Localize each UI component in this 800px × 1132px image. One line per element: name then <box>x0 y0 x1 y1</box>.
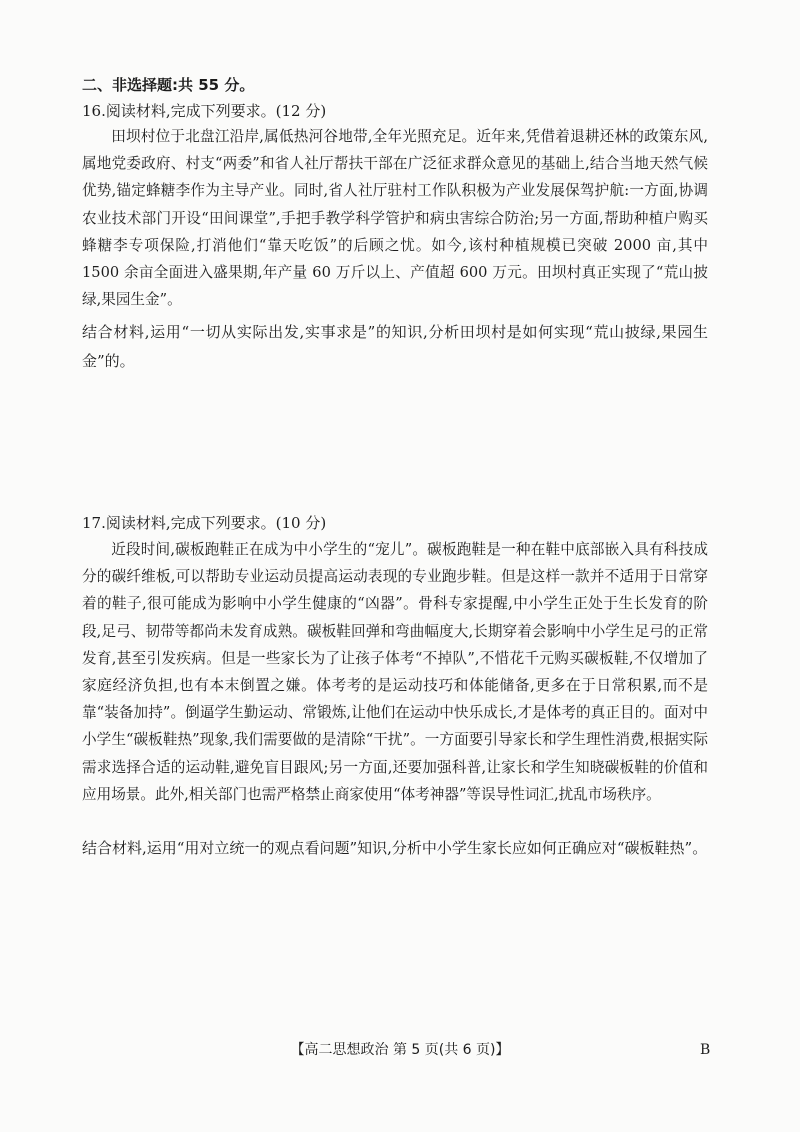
section-title: 二、非选择题:共 55 分。 <box>82 76 255 94</box>
question-17-instruction: 结合材料,运用“用对立统一的观点看问题”知识,分析中小学生家长应如何正确应对“碳板鞋热”。 <box>82 839 708 857</box>
question-16-material: 田坝村位于北盘江沿岸,属低热河谷地带,全年光照充足。近年来,凭借着退耕还林的政策东风,属地党委政府、村支“两委”和省人社厅帮扶干部在广泛征求群众意见的基础上,结合当地天然气候优势,锚定蜂糖李作为主导产业。同时,省人社厅驻村工作队积极为产业发展保驾护航:一方面,协调农业技术部门开设“田间课堂”,手把手教学科学管护和病虫害综合防治;另一方面,帮助种植户购买蜂糖李专项保险,打消他们“靠天吃饭”的后顾之忧。如今,该村种植规模已突破 2000 亩,其中 1500 余亩全面进入盛果期,年产量 60 万斤以上、产值超 600 万元。田坝村真正实现了“荒山披绿,果园生金”。 <box>82 128 708 309</box>
question-17-material: 近段时间,碳板跑鞋正在成为中小学生的“宠儿”。碳板跑鞋是一种在鞋中底部嵌入具有科技成分的碳纤维板,可以帮助专业运动员提高运动表现的专业跑步鞋。但是这样一款并不适用于日常穿着的鞋子,很可能成为影响中小学生健康的“凶器”。骨科专家提醒,中小学生正处于生长发育的阶段,足弓、韧带等都尚未发育成熟。碳板鞋回弹和弯曲幅度大,长期穿着会影响中小学生足弓的正常发育,甚至引发疾病。但是一些家长为了让孩子体考“不掉队”,不惜花千元购买碳板鞋,不仅增加了家庭经济负担,也有本末倒置之嫌。体考考的是运动技巧和体能储备,更多在于日常积累,而不是靠“装备加持”。倒逼学生勤运动、常锻炼,让他们在运动中快乐成长,才是体考的真正目的。面对中小学生“碳板鞋热”现象,我们需要做的是清除“干扰”。一方面要引导家长和学生理性消费,根据实际需求选择合适的运动鞋,避免盲目跟风;另一方面,还要加强科普,让家长和学生知晓碳板鞋的价值和应用场景。此外,相关部门也需严格禁止商家使用“体考神器”等误导性词汇,扰乱市场秩序。 <box>82 541 708 803</box>
question-17-title: 17.阅读材料,完成下列要求。(10 分) <box>82 514 327 532</box>
question-16-title: 16.阅读材料,完成下列要求。(12 分) <box>82 102 327 120</box>
question-16-instruction: 结合材料,运用“一切从实际出发,实事求是”的知识,分析田坝村是如何实现“荒山披绿,果园生金”的。 <box>82 323 708 370</box>
paper-version: B <box>700 1042 711 1058</box>
page-footer: 【高二思想政治 第 5 页(共 6 页)】 <box>290 1042 510 1058</box>
